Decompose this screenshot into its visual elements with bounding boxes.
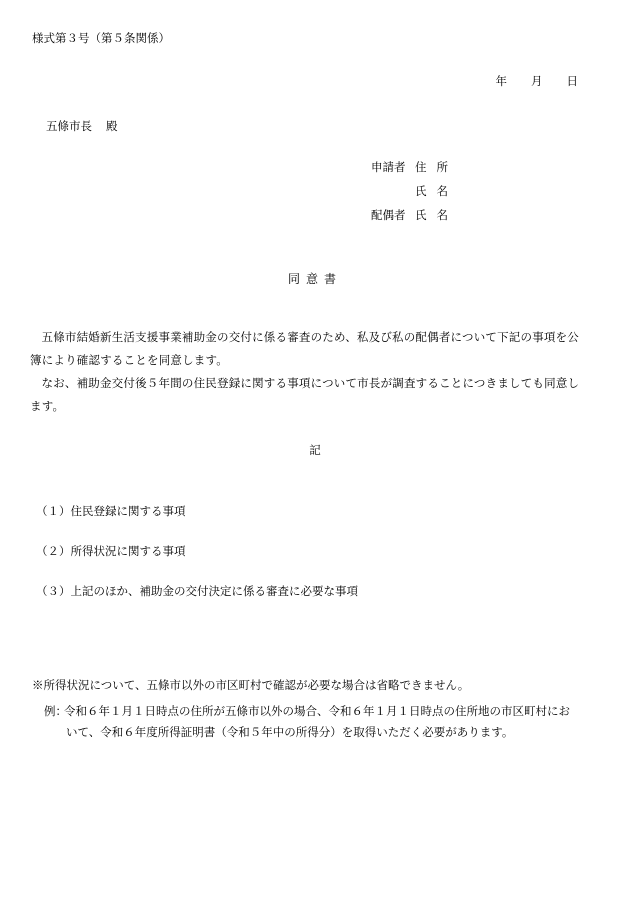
date-month-label: 月 bbox=[531, 74, 543, 88]
list-item: （１）住民登録に関する事項 bbox=[36, 504, 186, 518]
applicant-address-label: 住所 bbox=[415, 160, 458, 174]
spouse-name-label: 氏名 bbox=[415, 208, 458, 222]
form-number: 様式第３号（第５条関係） bbox=[32, 31, 170, 45]
addressee-honorific: 殿 bbox=[106, 119, 118, 133]
example-line-2: いて、令和６年度所得証明書（令和５年中の所得分）を取得いただく必要があります。 bbox=[66, 725, 514, 739]
applicant-role-label: 申請者 bbox=[371, 160, 406, 174]
spouse-role-label: 配偶者 bbox=[371, 208, 406, 222]
consent-body bbox=[30, 326, 590, 418]
example-label: 例： bbox=[44, 704, 67, 718]
spouse-name-row bbox=[371, 210, 458, 234]
applicant-block bbox=[371, 162, 458, 234]
addressee bbox=[46, 121, 118, 133]
example-line-1: 令和６年１月１日時点の住所が五條市以外の場合、令和６年１月１日時点の住所地の市区町村にお bbox=[64, 704, 570, 718]
list-item: （３）上記のほか、補助金の交付決定に係る審査に必要な事項 bbox=[36, 584, 358, 598]
item-list bbox=[36, 506, 358, 626]
applicant-name-row bbox=[371, 186, 458, 210]
document-title: 同意書 bbox=[287, 272, 342, 286]
date-year-label: 年 bbox=[495, 74, 507, 88]
ki-heading: 記 bbox=[309, 443, 321, 457]
addressee-name: 五條市長 bbox=[46, 119, 92, 133]
consent-paragraph-2: なお、補助金交付後５年間の住民登録に関する事項について市長が調査することにつきましても同意します。 bbox=[30, 376, 580, 413]
consent-paragraph-1: 五條市結婚新生活支援事業補助金の交付に係る審査のため、私及び私の配偶者について下記の事項を公簿により確認することを同意します。 bbox=[30, 330, 580, 367]
list-item: （２）所得状況に関する事項 bbox=[36, 544, 186, 558]
applicant-address-row bbox=[371, 162, 458, 186]
note-main: ※所得状況について、五條市以外の市区町村で確認が必要な場合は省略できません。 bbox=[32, 678, 470, 692]
date-day-label: 日 bbox=[566, 74, 578, 88]
date-line bbox=[496, 76, 579, 88]
applicant-name-label: 氏名 bbox=[415, 184, 458, 198]
note-example bbox=[44, 701, 594, 743]
